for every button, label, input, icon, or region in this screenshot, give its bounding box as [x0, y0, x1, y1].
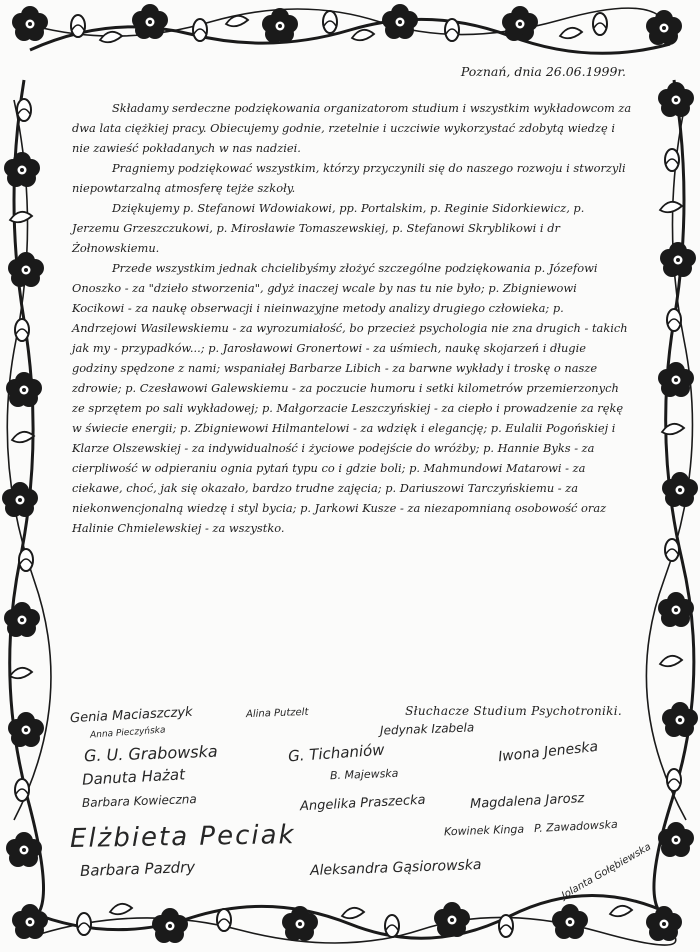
- paragraph-gratitude: Pragniemy podziękować wszystkim, którzy przyczynili się do naszego rozwoju i stworzyli niepowtarzalną atmosferę tejże szkoły.: [72, 161, 626, 195]
- paragraph-thanks: Składamy serdeczne podziękowania organizatorom studium i wszystkim wykładowcom za dwa lata ciężkiej pracy. Obiecujemy godnie, rzetelnie i uczciwie wykorzystać zdobytą wiedzę i nie zawieść pokładanych w nas nadziei.: [72, 101, 632, 155]
- signature: Barbara Pazdry: [79, 857, 196, 881]
- signature: G. Tichaniów: [287, 740, 386, 766]
- paragraph-special-thanks: Przede wszystkim jednak chcielibyśmy złożyć szczególne podziękowania p. Józefowi Onoszko - za "dzieło stworzenia", gdyż inaczej wcale by nas tu nie było; p. Zbigniewowi Kocikowi - za naukę obserwacji i nieinwazyjne metody analizy drugiego człowieka; p. Andrzejowi Wasilewskiemu - za wyrozumiałość, bo przecież psychologia nie zna drugich - takich jak my - przypadków...; p. Jarosławowi Gronertowi - za uśmiech, naukę skojarzeń i długie godziny spędzone z nami; wspaniałej Barbarze Libich - za barwne wykłady i troskę o nasze zdrowie; p. Czesławowi Galewskiemu - za poczucie humoru i setki kilometrów przemierzonych ze sprzętem po sali wykładowej; p. Małgorzacie Leszczyńskiej - za ciepło i prowadzenie za rękę w świecie energii; p. Zbigniewowi Hilmantelowi - za wdzięk i elegancję; p. Eulalii Pogońskiej i Klarze Olszewskiej - za indywidualność i życiowe podejście do wróżby; p. Hannie Byks - za cierpliwość w odpieraniu ognia pytań typu co i gdzie boli; p. Mahmundowi Matarowi - za ciekawe, choć, jak się okazało, bardzo trudne zajęcia; p. Dariuszowi Tarczyńskiemu - za niekonwencjonalną wiedzę i styl bycia; p. Jarkowi Kusze - za niezapomnianą osobowość oraz Halinie Chmielewskiej - za wszystko.: [72, 261, 628, 535]
- paragraph-names: Dziękujemy p. Stefanowi Wdowiakowi, pp. Portalskim, p. Reginie Sidorkiewicz, p. Jerzemu Grzeszczukowi, p. Mirosławie Tomaszewskiej, p. Stefanowi Skryblikowi i dr Żołnowskiemu.: [72, 201, 585, 255]
- closing-line: Słuchacze Studium Psychotroniki.: [405, 704, 622, 718]
- signature: Elżbieta Peciak: [69, 820, 296, 854]
- letter-date: Poznań, dnia 26.06.1999r.: [460, 64, 626, 79]
- signature: G. U. Grabowska: [83, 741, 218, 766]
- signature: Anna Pieczyńska: [89, 725, 166, 741]
- signature: Iwona Jeneska: [497, 738, 599, 766]
- signature: Jolanta Gołębiewska: [560, 841, 653, 902]
- signature: B. Majewska: [329, 766, 399, 783]
- signature: Genia Maciaszczyk: [69, 704, 194, 727]
- signature: P. Zawadowska: [533, 817, 618, 836]
- signature: Magdalena Jarosz: [469, 791, 585, 812]
- signature: Angelika Praszecka: [299, 792, 426, 815]
- signature: Jedynak Izabela: [379, 720, 475, 738]
- signature: Alina Putzelt: [245, 706, 309, 721]
- signature: Danuta Hażat: [81, 765, 186, 789]
- signature: Barbara Kowieczna: [81, 792, 197, 810]
- signature: Aleksandra Gąsiorowska: [309, 857, 482, 879]
- letter-body: [72, 98, 632, 538]
- signature: Kowinek Kinga: [443, 822, 525, 839]
